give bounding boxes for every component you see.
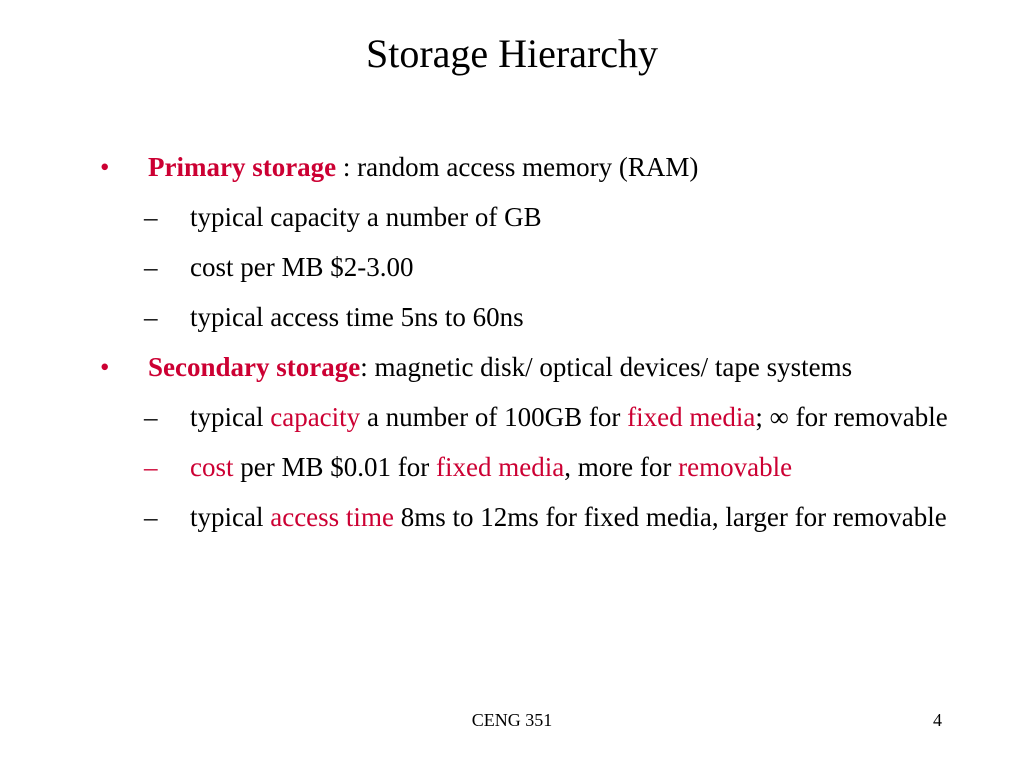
slide-title: Storage Hierarchy (365, 31, 659, 76)
sub-bullet-text (190, 447, 988, 487)
dash-marker: – (144, 302, 158, 332)
footer-course: CENG 351 (471, 710, 553, 730)
text-run: per MB $0.01 for (233, 452, 436, 482)
dash-marker: – (144, 252, 158, 282)
text-run: typical (190, 402, 271, 432)
sub-bullet-primary-capacity (144, 197, 988, 237)
fixed-media-term: fixed media (627, 402, 756, 432)
sub-bullet-primary-cost (144, 247, 988, 287)
secondary-storage-term: Secondary storage (148, 352, 361, 382)
removable-term: removable (678, 452, 793, 482)
sub-bullet-text: typical capacity a number of GB (190, 202, 542, 232)
sub-bullet-secondary-cost (144, 447, 988, 487)
slide-content (100, 147, 988, 547)
dash-marker: – (144, 502, 158, 532)
sub-bullet-primary-access-time (144, 297, 988, 337)
text-run: , more for (564, 452, 679, 482)
sub-bullet-text: cost per MB $2-3.00 (190, 252, 414, 282)
text-run: a number of 100GB for (360, 402, 628, 432)
capacity-term: capacity (270, 402, 361, 432)
bullet-text (148, 347, 988, 387)
sub-bullet-secondary-access-time (144, 497, 988, 537)
secondary-storage-desc: : magnetic disk/ optical devices/ tape systems (360, 352, 853, 382)
fixed-media-term: fixed media (435, 452, 565, 482)
sub-bullet-text: typical access time 5ns to 60ns (190, 302, 524, 332)
sub-bullet-text (190, 397, 988, 437)
bullet-marker: • (100, 152, 110, 182)
text-run: 8ms to 12ms for fixed media, larger for removable (393, 502, 947, 532)
bullet-text (148, 147, 988, 187)
sub-bullet-secondary-capacity (144, 397, 988, 437)
bullet-secondary-storage (100, 347, 988, 387)
text-run: typical (190, 502, 271, 532)
dash-marker: – (144, 202, 158, 232)
cost-term: cost (190, 452, 234, 482)
bullet-primary-storage (100, 147, 988, 187)
primary-storage-term: Primary storage (148, 152, 337, 182)
dash-marker: – (144, 452, 158, 482)
bullet-marker: • (100, 352, 110, 382)
footer-page-number: 4 (933, 710, 942, 730)
primary-storage-desc: : random access memory (RAM) (336, 152, 699, 182)
access-time-term: access time (270, 502, 394, 532)
sub-bullet-text (190, 497, 988, 537)
dash-marker: – (144, 402, 158, 432)
text-run: ; ∞ for removable (755, 402, 948, 432)
